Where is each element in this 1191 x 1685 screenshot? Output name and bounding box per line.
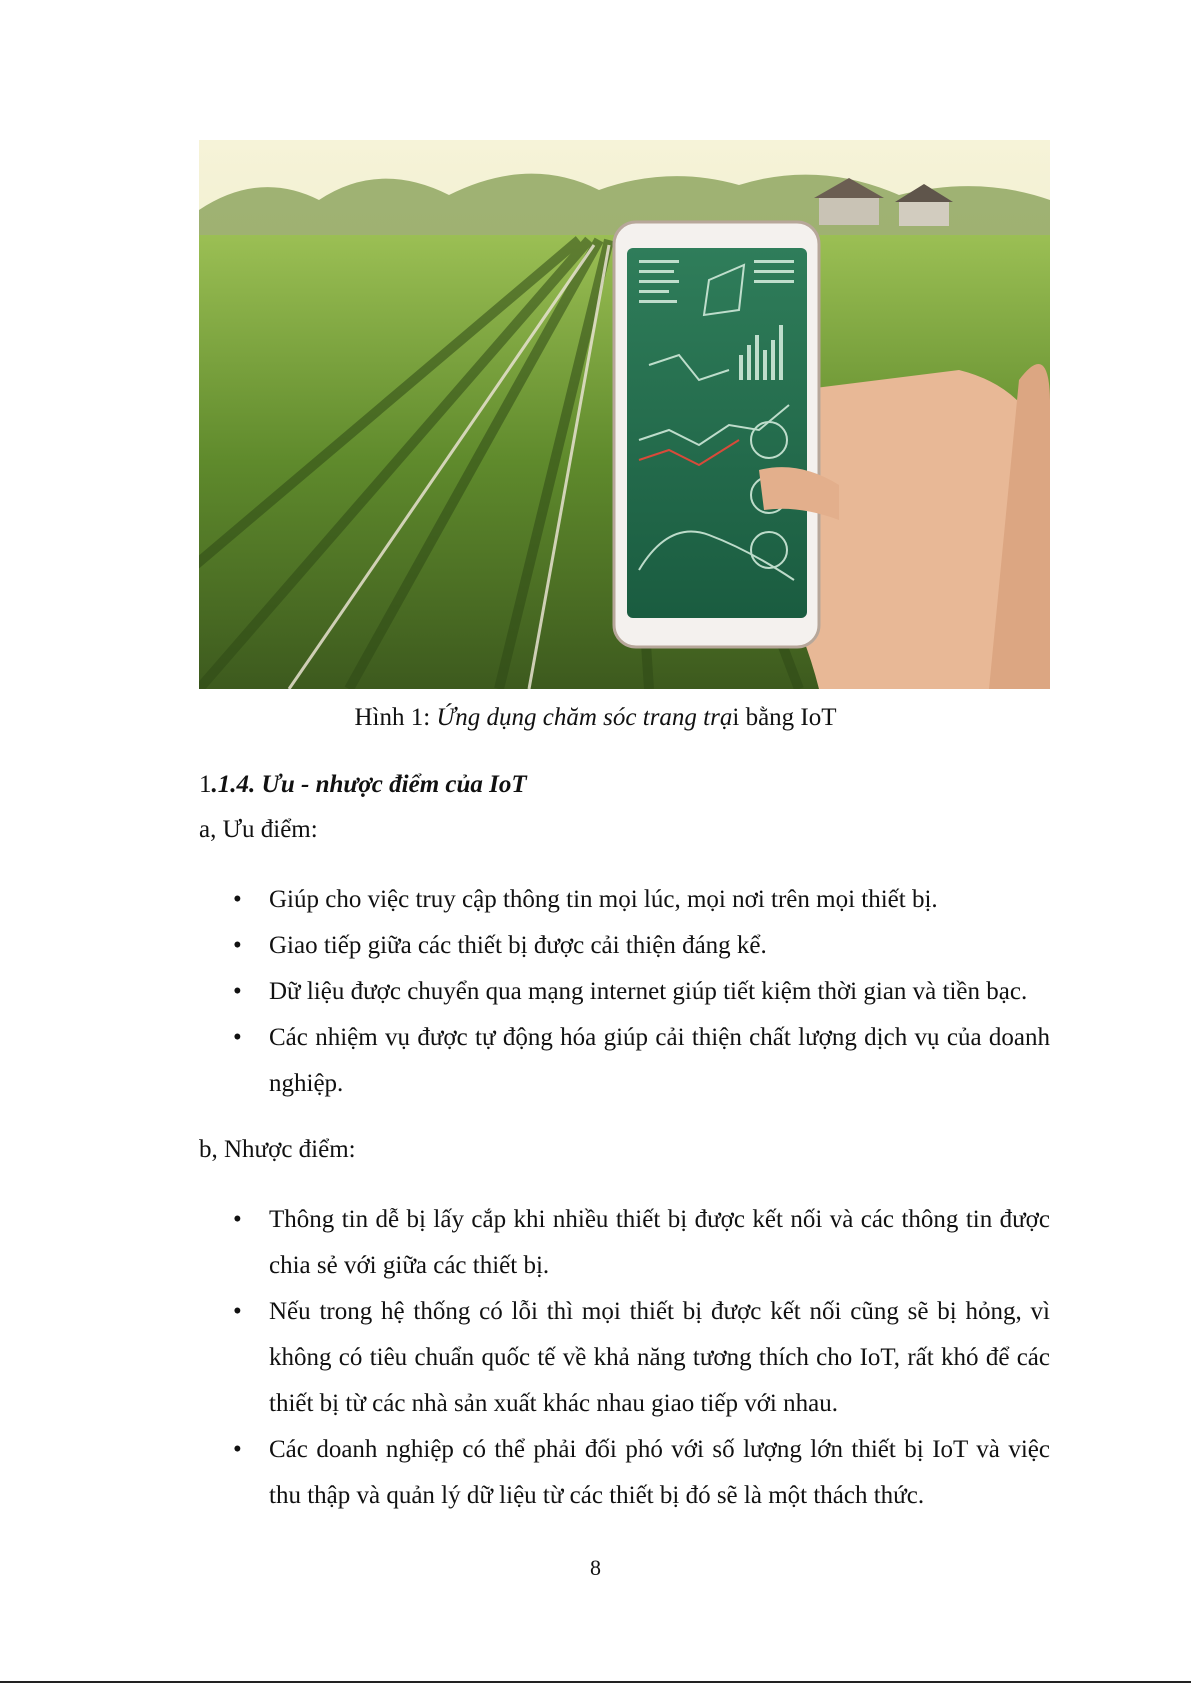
list-item: • Các doanh nghiệp có thể phải đối phó với số lượng lớn thiết bị IoT và việc thu thập và quản lý dữ liệu từ các thiết bị đó sẽ là một thách thức.: [199, 1427, 1050, 1519]
figure-caption: [0, 700, 1191, 736]
list-item: • Dữ liệu được chuyển qua mạng internet giúp tiết kiệm thời gian và tiền bạc.: [199, 969, 1050, 1015]
footer-divider: [0, 1681, 1191, 1683]
page-number: 8: [590, 1555, 601, 1580]
heading-text: .1.4. Ưu - nhược điểm của IoT: [211, 771, 527, 798]
advantages-list: [199, 877, 1050, 1107]
list-item: • Giúp cho việc truy cập thông tin mọi lúc, mọi nơi trên mọi thiết bị.: [199, 877, 1050, 923]
caption-tail: i bằng IoT: [732, 704, 837, 731]
disadvantages-list: [199, 1197, 1050, 1519]
heading-number: 1: [199, 771, 212, 798]
section-heading: [199, 767, 527, 803]
list-item: • Thông tin dễ bị lấy cắp khi nhiều thiết bị được kết nối và các thông tin được chia sẻ với giữa các thiết bị.: [199, 1197, 1050, 1289]
caption-italic: Ứng dụng chăm sóc trang trạ: [436, 704, 733, 731]
disadvantages-label: b, Nhược điểm:: [199, 1136, 356, 1163]
caption-prefix: Hình 1:: [354, 704, 437, 731]
advantages-label: a, Ưu điểm:: [199, 816, 318, 843]
farm-iot-figure: [199, 140, 1050, 689]
list-item: • Giao tiếp giữa các thiết bị được cải thiện đáng kể.: [199, 923, 1050, 969]
farm-smartphone-photo-icon: [199, 140, 1050, 689]
list-item: • Các nhiệm vụ được tự động hóa giúp cải thiện chất lượng dịch vụ của doanh nghiệp.: [199, 1015, 1050, 1107]
list-item: • Nếu trong hệ thống có lỗi thì mọi thiết bị được kết nối cũng sẽ bị hỏng, vì không có tiêu chuẩn quốc tế về khả năng tương thích cho IoT, rất khó để các thiết bị từ các nhà sản xuất khác nhau giao tiếp với nhau.: [199, 1289, 1050, 1427]
